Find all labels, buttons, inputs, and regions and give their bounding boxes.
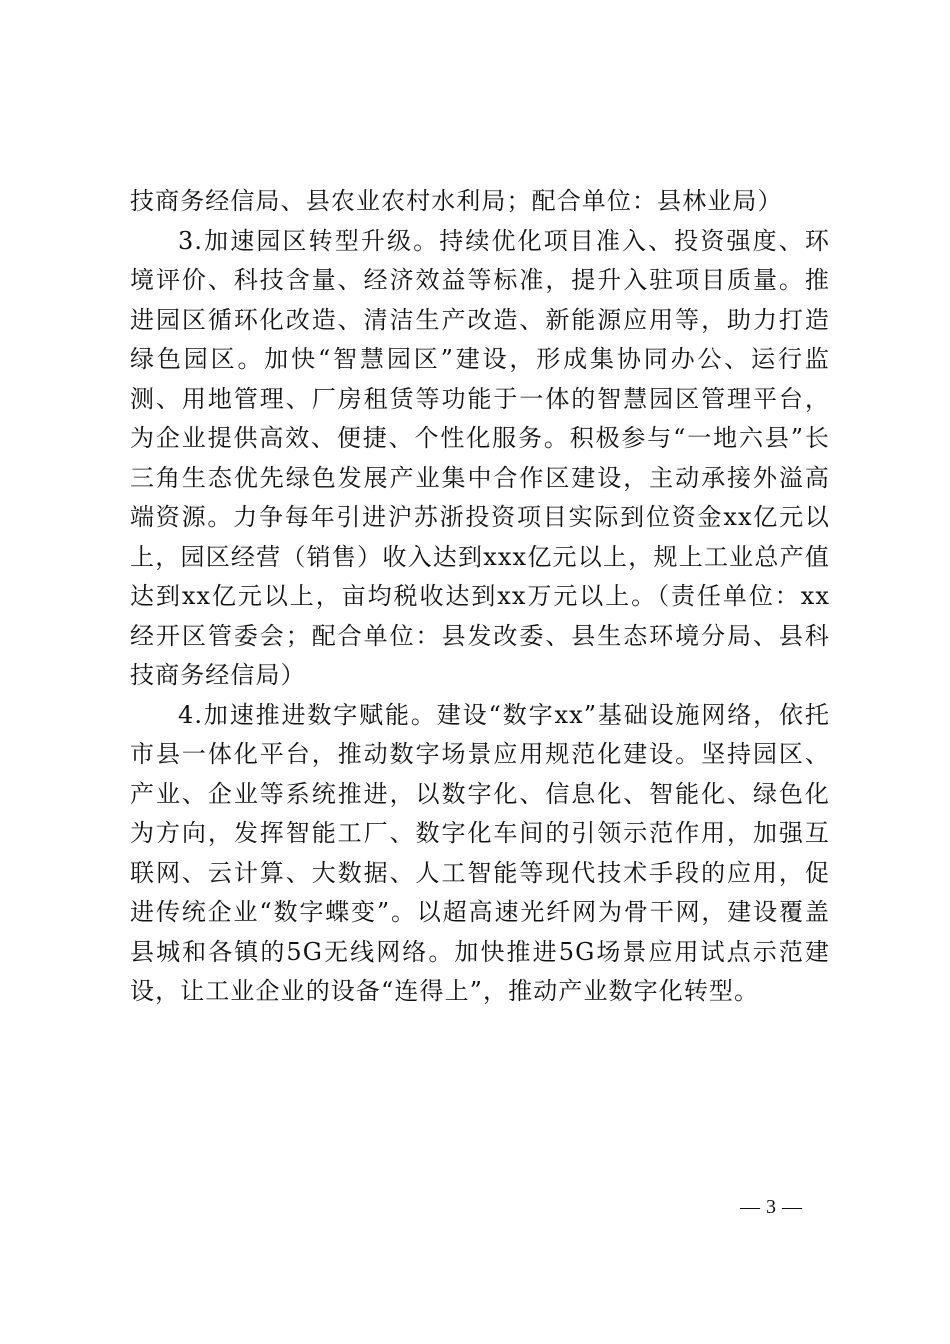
paragraph-1: 技商务经信局、县农业农村水利局；配合单位：县林业局） [130, 187, 783, 215]
paragraph-2: 3.加速园区转型升级。持续优化项目准入、投资强度、环境评价、科技含量、经济效益等标准，提升入驻项目质量。推进园区循环化改造、清洁生产改造、新能源应用等，助力打造绿色园区。加快“智慧园区”建设，形成集协同办公、运行监测、用地管理、厂房租赁等功能于一体的智慧园区管理平台，为企业提供高效、便捷、个性化服务。积极参与“一地六县”长三角生态优先绿色发展产业集中合作区建设，主动承接外溢高端资源。力争每年引进沪苏浙投资项目实际到位资金xx亿元以上，园区经营（销售）收入达到xxx亿元以上，规上工业总产值达到xx亿元以上，亩均税收达到xx万元以上。（责任单位：xx经开区管委会；配合单位：县发改委、县生态环境分局、县科技商务经信局） [130, 226, 830, 689]
document-body [130, 182, 830, 1012]
page-number: — 3 — [740, 1196, 803, 1218]
paragraph-3: 4.加速推进数字赋能。建设“数字xx”基础设施网络，依托市县一体化平台，推动数字场景应用规范化建设。坚持园区、产业、企业等系统推进，以数字化、信息化、智能化、绿色化为方向，发挥智能工厂、数字化车间的引领示范作用，加强互联网、云计算、大数据、人工智能等现代技术手段的应用，促进传统企业“数字蝶变”。以超高速光纤网为骨干网，建设覆盖县城和各镇的5G无线网络。加快推进5G场景应用试点示范建设，让工业企业的设备“连得上”，推动产业数字化转型。 [130, 700, 830, 1005]
